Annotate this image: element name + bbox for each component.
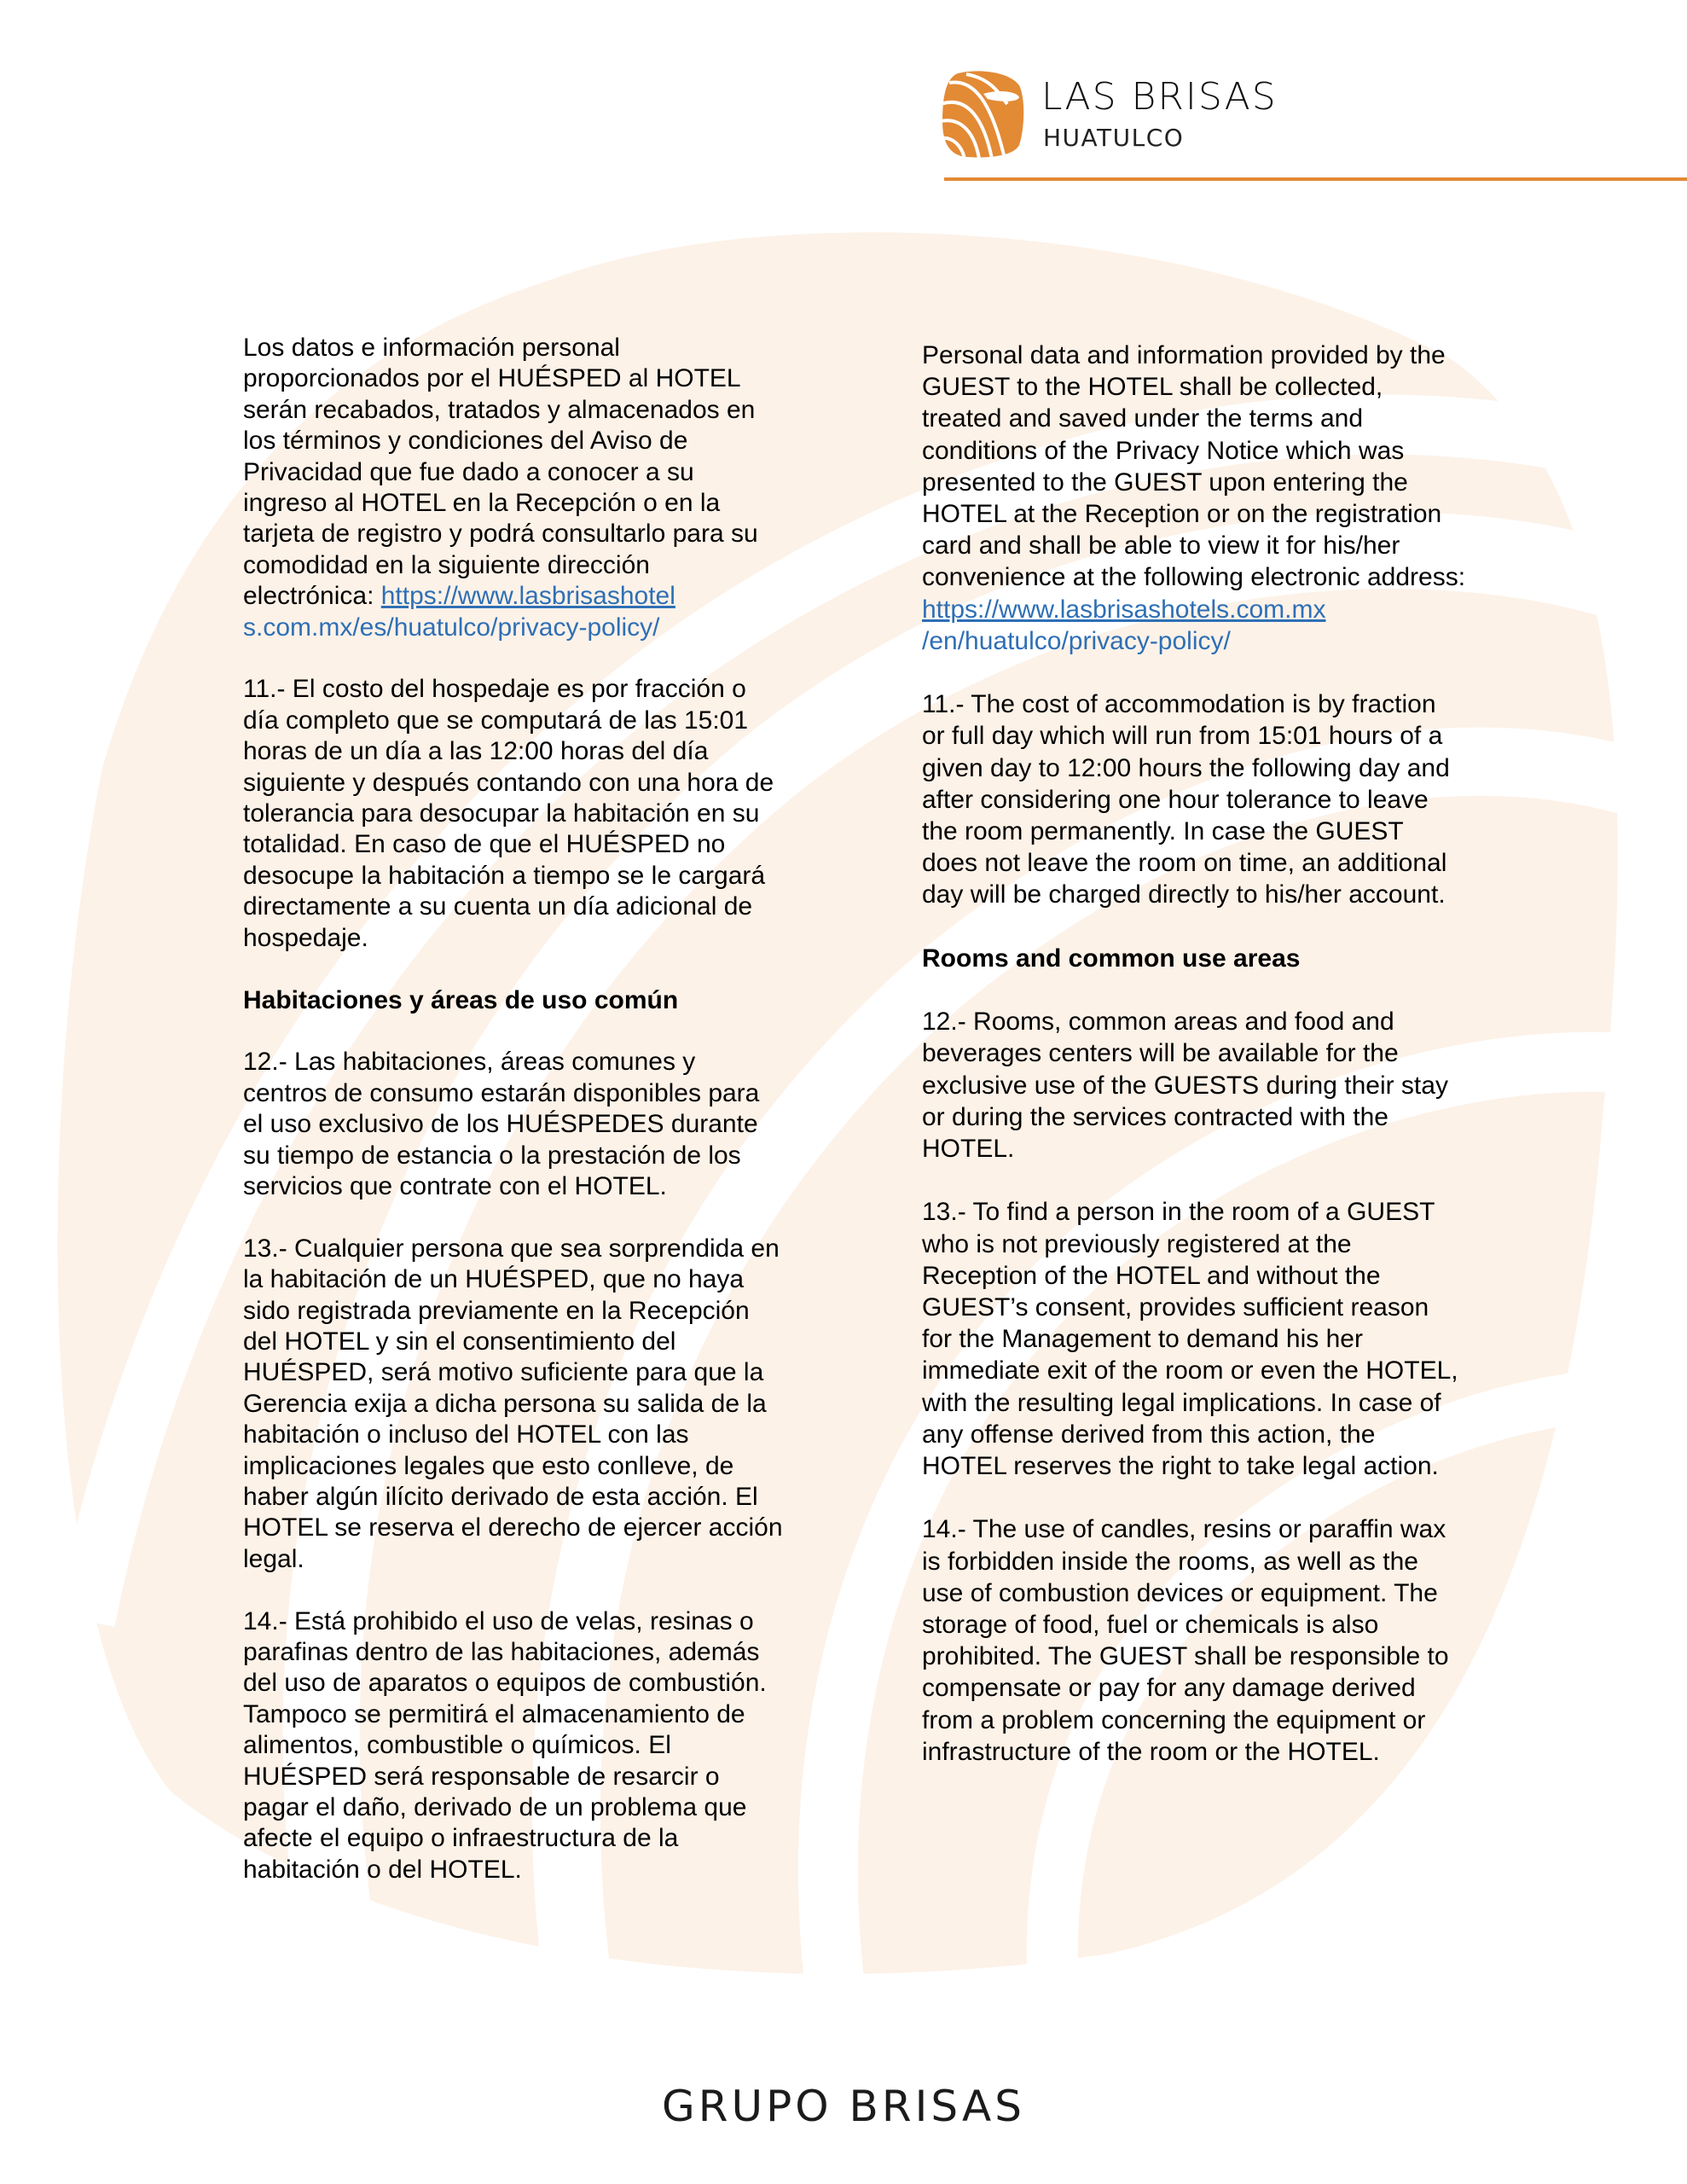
text-line: the room permanently. In case the GUEST [922,817,1404,846]
text-line: 12.- Rooms, common areas and food and [922,1008,1394,1037]
text-line: use of combustion devices or equipment. The [922,1578,1438,1607]
text-line: card and shall be able to view it for his/her [922,531,1400,561]
text-line: proporcionados por el HUÉSPED al HOTEL [243,364,741,393]
privacy-policy-link-es-continued[interactable]: s.com.mx/es/huatulco/privacy-policy/ [243,613,660,642]
clause-14-es [243,1606,783,1886]
text-line: centros de consumo estarán disponibles para [243,1078,760,1107]
text-line: día completo que se computará de las 15:01 [243,706,749,735]
brand-name: LAS BRISAS [1041,75,1278,119]
text-line: sido registrada previamente en la Recepción [243,1296,750,1325]
text-line: Privacidad que fue dado a conocer a su [243,457,694,486]
text-line: HOTEL se reserva el derecho de ejercer acción [243,1513,783,1542]
text-line: storage of food, fuel or chemicals is also [922,1611,1379,1640]
text-line: habitación o del HOTEL. [243,1855,522,1884]
text-line: habitación o incluso del HOTEL con las [243,1420,689,1449]
text-line: prohibited. The GUEST shall be responsible to [922,1642,1449,1671]
text-line: presented to the GUEST upon entering the [922,468,1408,497]
text-line: alimentos, combustible o químicos. El [243,1731,671,1760]
text-line: from a problem concerning the equipment or [922,1705,1426,1734]
text-line: los términos y condiciones del Aviso de [243,427,688,456]
text-line: 13.- Cualquier persona que sea sorprendida en [243,1234,780,1263]
text-line: horas de un día a las 12:00 horas del día [243,737,709,766]
text-line: HOTEL. [922,1135,1015,1164]
text-line: comodidad en la siguiente dirección [243,550,650,579]
privacy-policy-link-en-continued[interactable]: /en/huatulco/privacy-policy/ [922,626,1231,655]
english-column [922,340,1465,1768]
text-line: day will be charged directly to his/her account. [922,880,1446,909]
text-line: or full day which will run from 15:01 hours of a [922,722,1443,751]
text-line: 14.- Está prohibido el uso de velas, resinas o [243,1606,754,1635]
text-line: conditions of the Privacy Notice which was [922,436,1405,465]
privacy-paragraph-en [922,340,1465,657]
text-line: treated and saved under the terms and [922,404,1364,433]
text-line: HUÉSPED, será motivo suficiente para que la [243,1358,764,1387]
text-line: tolerancia para desocupar la habitación en su [243,799,760,828]
text-line: Tampoco se permitirá el almacenamiento de [243,1699,745,1728]
clause-13-es [243,1234,783,1575]
text-line: HOTEL reserves the right to take legal action. [922,1452,1439,1481]
text-line: after considering one hour tolerance to leave [922,785,1429,814]
text-line: with the resulting legal implications. In case of [922,1388,1441,1417]
privacy-policy-link-es[interactable]: https://www.lasbrisashotel [380,582,675,611]
text-line: pagar el daño, derivado de un problema que [243,1793,747,1822]
clause-12-es [243,1047,783,1202]
text-line: GUEST to the HOTEL shall be collected, [922,373,1383,402]
text-line: Los datos e información personal [243,334,620,362]
text-line: su tiempo de estancia o la prestación de los [243,1141,741,1170]
text-line: immediate exit of the room or even the HOTEL, [922,1356,1458,1385]
text-line: siguiente y después contando con una hora de [243,768,774,797]
text-line: is forbidden inside the rooms, as well as the [922,1547,1418,1576]
text-line: 11.- El costo del hospedaje es por fracción o [243,675,746,704]
text-line: implicaciones legales que esto conlleve, de [243,1451,734,1480]
text-line: directamente a su cuenta un día adicional de [243,892,753,921]
text-line: Personal data and information provided by the [922,341,1446,369]
text-line: infrastructure of the room or the HOTEL. [922,1737,1380,1766]
text-line [243,581,783,612]
text-line: parafinas dentro de las habitaciones, además [243,1637,760,1666]
las-brisas-logo-icon [941,70,1024,159]
text-line: del uso de aparatos o equipos de combustión. [243,1669,767,1698]
clause-11-en [922,688,1465,910]
text-line: tarjeta de registro y podrá consultarlo para su [243,520,758,549]
text-line: GUEST’s consent, provides sufficient reason [922,1293,1429,1322]
clause-11-es [243,674,783,954]
text-line: given day to 12:00 hours the following day and [922,753,1450,782]
text-line: servicios que contrate con el HOTEL. [243,1171,667,1200]
footer-brand-logo: GRUPO BRISAS [662,2082,1025,2131]
text-line: 12.- Las habitaciones, áreas comunes y [243,1048,696,1077]
text-line: 14.- The use of candles, resins or paraffin wax [922,1515,1446,1544]
text-line: convenience at the following electronic address: [922,563,1466,592]
link-prefix: electrónica: [243,582,381,611]
text-line: afecte el equipo o infraestructura de la [243,1824,679,1853]
brand-location: HUATULCO [1043,124,1185,152]
text-line: or during the services contracted with the [922,1102,1388,1131]
text-line: serán recabados, tratados y almacenados en [243,395,756,424]
text-line: exclusive use of the GUESTS during their stay [922,1071,1448,1100]
clause-12-en [922,1006,1465,1165]
text-line: does not leave the room on time, an additional [922,849,1447,878]
text-line: 11.- The cost of accommodation is by fraction [922,690,1436,719]
privacy-paragraph-es [243,333,783,643]
text-line: compensate or pay for any damage derived [922,1674,1416,1703]
text-line: beverages centers will be available for the [922,1039,1399,1068]
spanish-column [243,333,783,1885]
header-divider [944,177,1687,181]
clause-14-en [922,1513,1465,1768]
text-line: Gerencia exija a dicha persona su salida de la [243,1389,767,1418]
text-line: HOTEL at the Reception or on the registration [922,500,1442,529]
section-heading-en: Rooms and common use areas [922,944,1301,973]
text-line: haber algún ilícito derivado de esta acción. El [243,1482,758,1511]
clause-13-en [922,1196,1465,1482]
text-line: HUÉSPED será responsable de resarcir o [243,1762,720,1791]
text-line: 13.- To find a person in the room of a GUEST [922,1198,1435,1227]
text-line: any offense derived from this action, the [922,1420,1376,1449]
text-line: who is not previously registered at the [922,1229,1352,1258]
text-line: ingreso al HOTEL en la Recepción o en la [243,489,721,518]
text-line: desocupe la habitación a tiempo se le cargará [243,861,766,890]
privacy-policy-link-en[interactable]: https://www.lasbrisashotels.com.mx [922,595,1326,624]
section-heading-es: Habitaciones y áreas de uso común [243,985,679,1014]
text-line: totalidad. En caso de que el HUÉSPED no [243,830,726,859]
text-line: del HOTEL y sin el consentimiento del [243,1327,676,1356]
text-line: legal. [243,1544,304,1573]
text-line: Reception of the HOTEL and without the [922,1261,1381,1290]
text-line: for the Management to demand his her [922,1325,1363,1354]
text-line: el uso exclusivo de los HUÉSPEDES durante [243,1110,758,1139]
text-line: la habitación de un HUÉSPED, que no haya [243,1265,745,1294]
text-line: hospedaje. [243,923,368,952]
